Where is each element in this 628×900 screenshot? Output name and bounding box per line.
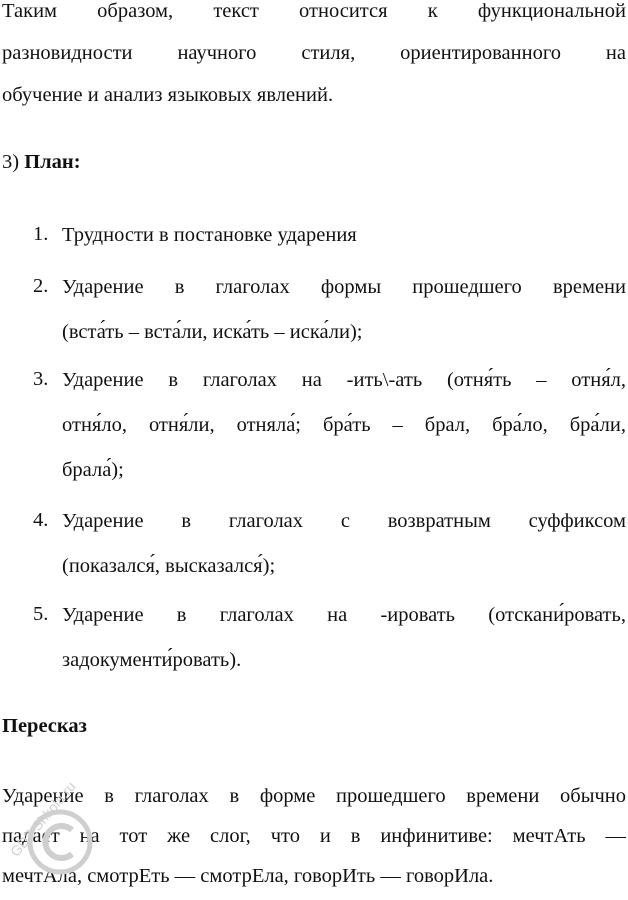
retelling-line-1: Ударение в глаголах в форме прошедшего времени обычно (2, 785, 626, 807)
plan-item-number: 2. (33, 275, 49, 297)
plan-item-line: отня́ло, отня́ли, отняла́; бра́ть – брал, бра́ло, бра́ли, (62, 414, 626, 436)
plan-heading (2, 141, 81, 183)
plan-item-number: 5. (33, 603, 49, 625)
plan-item-text (62, 265, 626, 355)
retelling-heading: Пересказ (2, 715, 87, 737)
intro-paragraph (2, 0, 626, 116)
plan-item-line: (вста́ть – вста́ли, иска́ть – иска́ли); (62, 321, 363, 343)
plan-number: 3) (2, 151, 20, 173)
intro-line-2: разновидности научного стиля, ориентированного на (2, 42, 626, 64)
plan-item-line: Ударение в глаголах на -ить\-ать (отня́ть – отня́л, (62, 369, 626, 391)
plan-item-text (62, 593, 626, 683)
retelling-line-2: падает на тот же слог, что и в инфинитиве: мечтАть — (2, 825, 626, 847)
plan-item-number: 4. (33, 509, 49, 531)
plan-item-line: задокументи́ровать). (62, 649, 242, 671)
plan-item-line: брала́); (62, 459, 124, 481)
plan-item-line: Ударение в глаголах на -ировать (отскани́ровать, (62, 604, 626, 626)
plan-item-text (62, 358, 626, 493)
plan-item-text (62, 499, 626, 589)
retelling-line-3: мечтАла, смотрЕть — смотрЕла, говорИть — говорИла. (2, 865, 494, 887)
plan-item-line: Ударение в глаголах с возвратным суффиксом (62, 510, 626, 532)
retelling-paragraph (2, 776, 626, 896)
intro-line-1: Таким образом, текст относится к функциональной (2, 0, 626, 22)
plan-title: План: (24, 151, 81, 173)
intro-line-3: обучение и анализ языковых явлений. (2, 84, 334, 106)
watermark-text: GDZ.Shkola.ru (6, 778, 79, 860)
plan-item-line: Ударение в глаголах формы прошедшего времени (62, 276, 626, 298)
plan-item-number: 1. (33, 223, 49, 245)
plan-item-line: (показался́, высказался́); (62, 555, 276, 577)
plan-item-text (62, 213, 626, 258)
plan-item-number: 3. (33, 368, 49, 390)
plan-item-line: Трудности в постановке ударения (62, 224, 357, 246)
